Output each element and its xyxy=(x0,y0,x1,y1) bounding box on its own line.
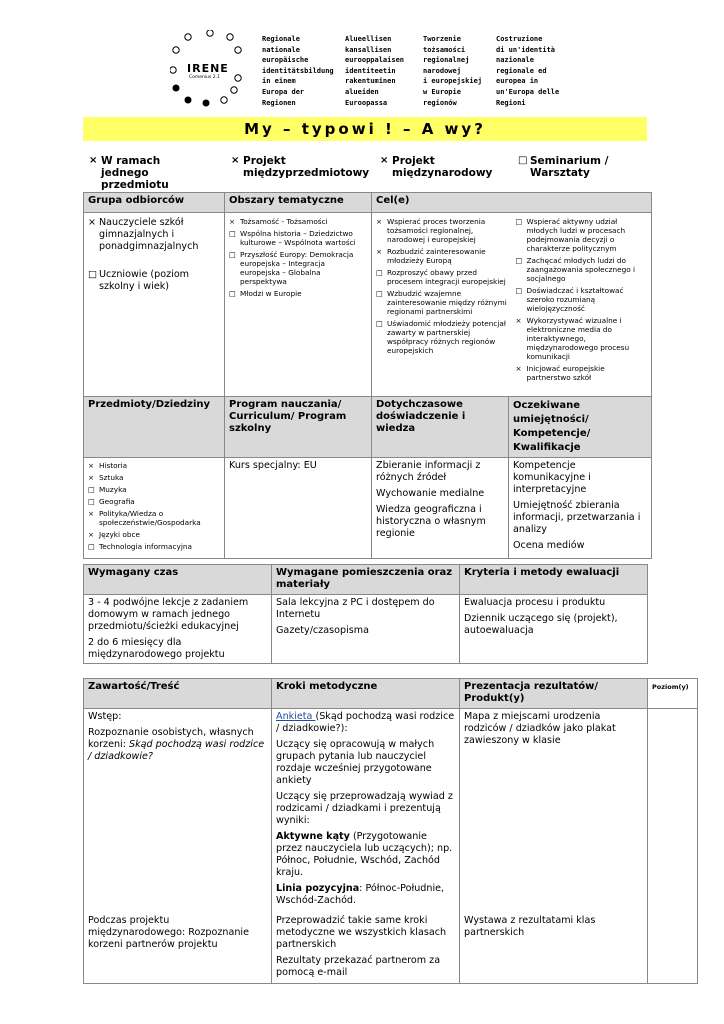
list-item: × Wspierać proces tworzenia tożsamości regionalnej, narodowej i europejskiej xyxy=(376,217,486,244)
list-item: □ Rozproszyć obawy przed procesem integracji europejskiej xyxy=(376,268,506,286)
option-international[interactable]: × Projekt międzynarodowy xyxy=(380,155,493,179)
header-audience: Grupa odbiorców xyxy=(84,193,225,213)
header-time: Wymagany czas xyxy=(84,565,272,595)
list-item: × Historia xyxy=(88,461,128,470)
cross-icon: × xyxy=(89,155,98,166)
header-skills: Oczekiwane umiejętności/ Kompetencje/ Kwalifikacje xyxy=(509,397,652,458)
results-cell-intro: Mapa z miejscami urodzenia rodziców / dziadków jako plakat zawieszony w klasie xyxy=(460,709,648,914)
logo-subtitle: Comenius 2.1 xyxy=(189,75,220,80)
header-column-de: Regionale nationale europäische identitätsbildung in einem Europa der Regionen xyxy=(262,35,334,107)
list-item: □ Młodzi w Europie xyxy=(229,289,302,298)
skills-cell: Kompetencje komunikacyjne i interpretacyjne Umiejętność zbierania informacji, przetwarzania i analizy Ocena mediów xyxy=(509,458,652,559)
list-item: □ Uczniowie (poziom szkolny i wiek) xyxy=(88,269,190,292)
list-item: × Rozbudzić zainteresowanie młodzieży Europą xyxy=(376,247,486,265)
goals-cell-left xyxy=(372,213,512,411)
logo-text: IRENE xyxy=(187,62,229,75)
list-item: × Nauczyciele szkół gimnazjalnych i ponadgimnazjalnych xyxy=(88,217,199,252)
list-item: □ Wzbudzić wzajemne zainteresowanie między różnymi regionami partnerskimi xyxy=(376,289,507,316)
list-item: □ Przyszłość Europy: Demokracja europejska – Integracja europejska – Globalna perspektywa xyxy=(229,250,354,286)
list-item: □ Wspierać aktywny udział młodych ludzi w procesach podejmowania decyzji o charakterze politycznym xyxy=(515,217,626,253)
list-item: □ Wspólna historia – Dziedzictwo kulturowe – Wspólnota wartości xyxy=(229,229,356,247)
header-steps: Kroki metodyczne xyxy=(272,679,460,709)
header-column-it: Costruzione di un'identità nazionale regionale ed europea in un'Europa delle Regioni xyxy=(496,35,560,107)
goals-cell-right xyxy=(512,213,652,411)
rooms-cell: Sala lekcyjna z PC i dostępem do Internetu Gazety/czasopisma xyxy=(272,595,460,664)
header-themes: Obszary tematyczne xyxy=(225,193,372,213)
header-evaluation: Kryteria i metody ewaluacji xyxy=(460,565,648,595)
requirements-table xyxy=(83,564,648,664)
list-item: × Języki obce xyxy=(88,530,140,539)
subjects-cell xyxy=(84,458,225,559)
header-column-fi: Alueellisen kansallisen eurooppalaisen identiteetin rakentuminen alueiden Euroopassa xyxy=(345,35,405,107)
subjects-table xyxy=(83,396,652,559)
content-cell-international: Podczas projektu międzynarodowego: Rozpoznanie korzeni partnerów projektu xyxy=(84,913,272,983)
header-level: Poziom(y) xyxy=(648,679,698,709)
list-item: □ Technologia informacyjna xyxy=(88,542,192,551)
list-item: □ Zachęcać młodych ludzi do zaangażowania społecznego i socjalnego xyxy=(515,256,636,283)
list-item: × Inicjować europejskie partnerstwo szkół xyxy=(515,364,605,382)
header-rooms: Wymagane pomieszczenia oraz materiały xyxy=(272,565,460,595)
content-cell-intro: Wstęp: Rozpoznanie osobistych, własnych korzeni: Skąd pochodzą wasi rodzice / dziadkowie? xyxy=(84,709,272,914)
level-cell xyxy=(648,709,698,984)
option-single-subject[interactable]: × W ramach jednego przedmiotu xyxy=(89,155,169,191)
experience-cell: Zbieranie informacji z różnych źródeł Wychowanie medialne Wiedza geograficzna i historyczna o własnym regionie xyxy=(372,458,509,559)
list-item: □ Uświadomić młodzieży potencjał zawarty w partnerskiej współpracy różnych regionów europejskich xyxy=(376,319,506,355)
cross-icon: × xyxy=(231,155,240,166)
header-results: Prezentacja rezultatów/ Produkt(y) xyxy=(460,679,648,709)
list-item: × Wykorzystywać wizualne i elektroniczne media do interaktywnego, międzynarodowego procesu komunikacji xyxy=(515,316,630,361)
header-column-pl: Tworzenie tożsamości regionalnej narodowej i europejskiej w Europie regionów xyxy=(423,35,483,107)
header-goals: Cel(e) xyxy=(372,193,652,213)
header-curriculum: Program nauczania/ Curriculum/ Program szkolny xyxy=(225,397,372,458)
themes-cell xyxy=(225,213,372,411)
steps-cell-intro: Ankieta (Skąd pochodzą wasi rodzice / dziadkowie?): Uczący się opracowują w małych grupach pytania lub nauczyciel rozdaje wcześniej przygotowane ankiety Uczący się przeprowadzają wywiad z rodzicami / dziadkami i prezentują wyniki: Aktywne kąty (Przygotowanie przez nauczyciela lub uczących); np. Północ, Południe, Wschód, Zachód kraju. Linia pozycyjna: Północ-Południe, Wschód-Zachód. xyxy=(272,709,460,914)
results-cell-international: Wystawa z rezultatami klas partnerskich xyxy=(460,913,648,983)
time-cell: 3 - 4 podwójne lekcje z zadaniem domowym w ramach jednego przedmiotu/ścieżki edukacyjnej 2 do 6 miesięcy dla międzynarodowego projektu xyxy=(84,595,272,664)
content-table xyxy=(83,678,698,984)
list-item: × Sztuka xyxy=(88,473,124,482)
steps-cell-international: Przeprowadzić takie same kroki metodyczne we wszystkich klasach partnerskich Rezultaty przekazać partnerom za pomocą e-mail xyxy=(272,913,460,983)
option-interdisciplinary[interactable]: × Projekt międzyprzedmiotowy xyxy=(231,155,370,179)
list-item: × Tożsamość - Tożsamości xyxy=(229,217,328,226)
page-title: My – typowi ! – A wy? xyxy=(244,120,486,138)
header-subjects: Przedmioty/Dziedziny xyxy=(84,397,225,458)
list-item: □ Muzyka xyxy=(88,485,127,494)
header-content: Zawartość/Treść xyxy=(84,679,272,709)
list-item: □ Doświadczać i kształtować szeroko rozumianą wielojęzyczność xyxy=(515,286,624,313)
list-item: × Polityka/Wiedza o społeczeństwie/Gospodarka xyxy=(88,509,201,527)
header-experience: Dotychczasowe doświadczenie i wiedza xyxy=(372,397,509,458)
audience-cell xyxy=(84,213,225,411)
evaluation-cell: Ewaluacja procesu i produktu Dziennik uczącego się (projekt), autoewaluacja xyxy=(460,595,648,664)
option-seminar[interactable]: □ Seminarium / Warsztaty xyxy=(518,155,609,179)
audience-table xyxy=(83,192,652,411)
survey-link[interactable]: Ankieta xyxy=(276,711,316,722)
curriculum-cell: Kurs specjalny: EU xyxy=(225,458,372,559)
checkbox-icon: □ xyxy=(518,155,528,166)
cross-icon: × xyxy=(380,155,389,166)
list-item: □ Geografia xyxy=(88,497,135,506)
